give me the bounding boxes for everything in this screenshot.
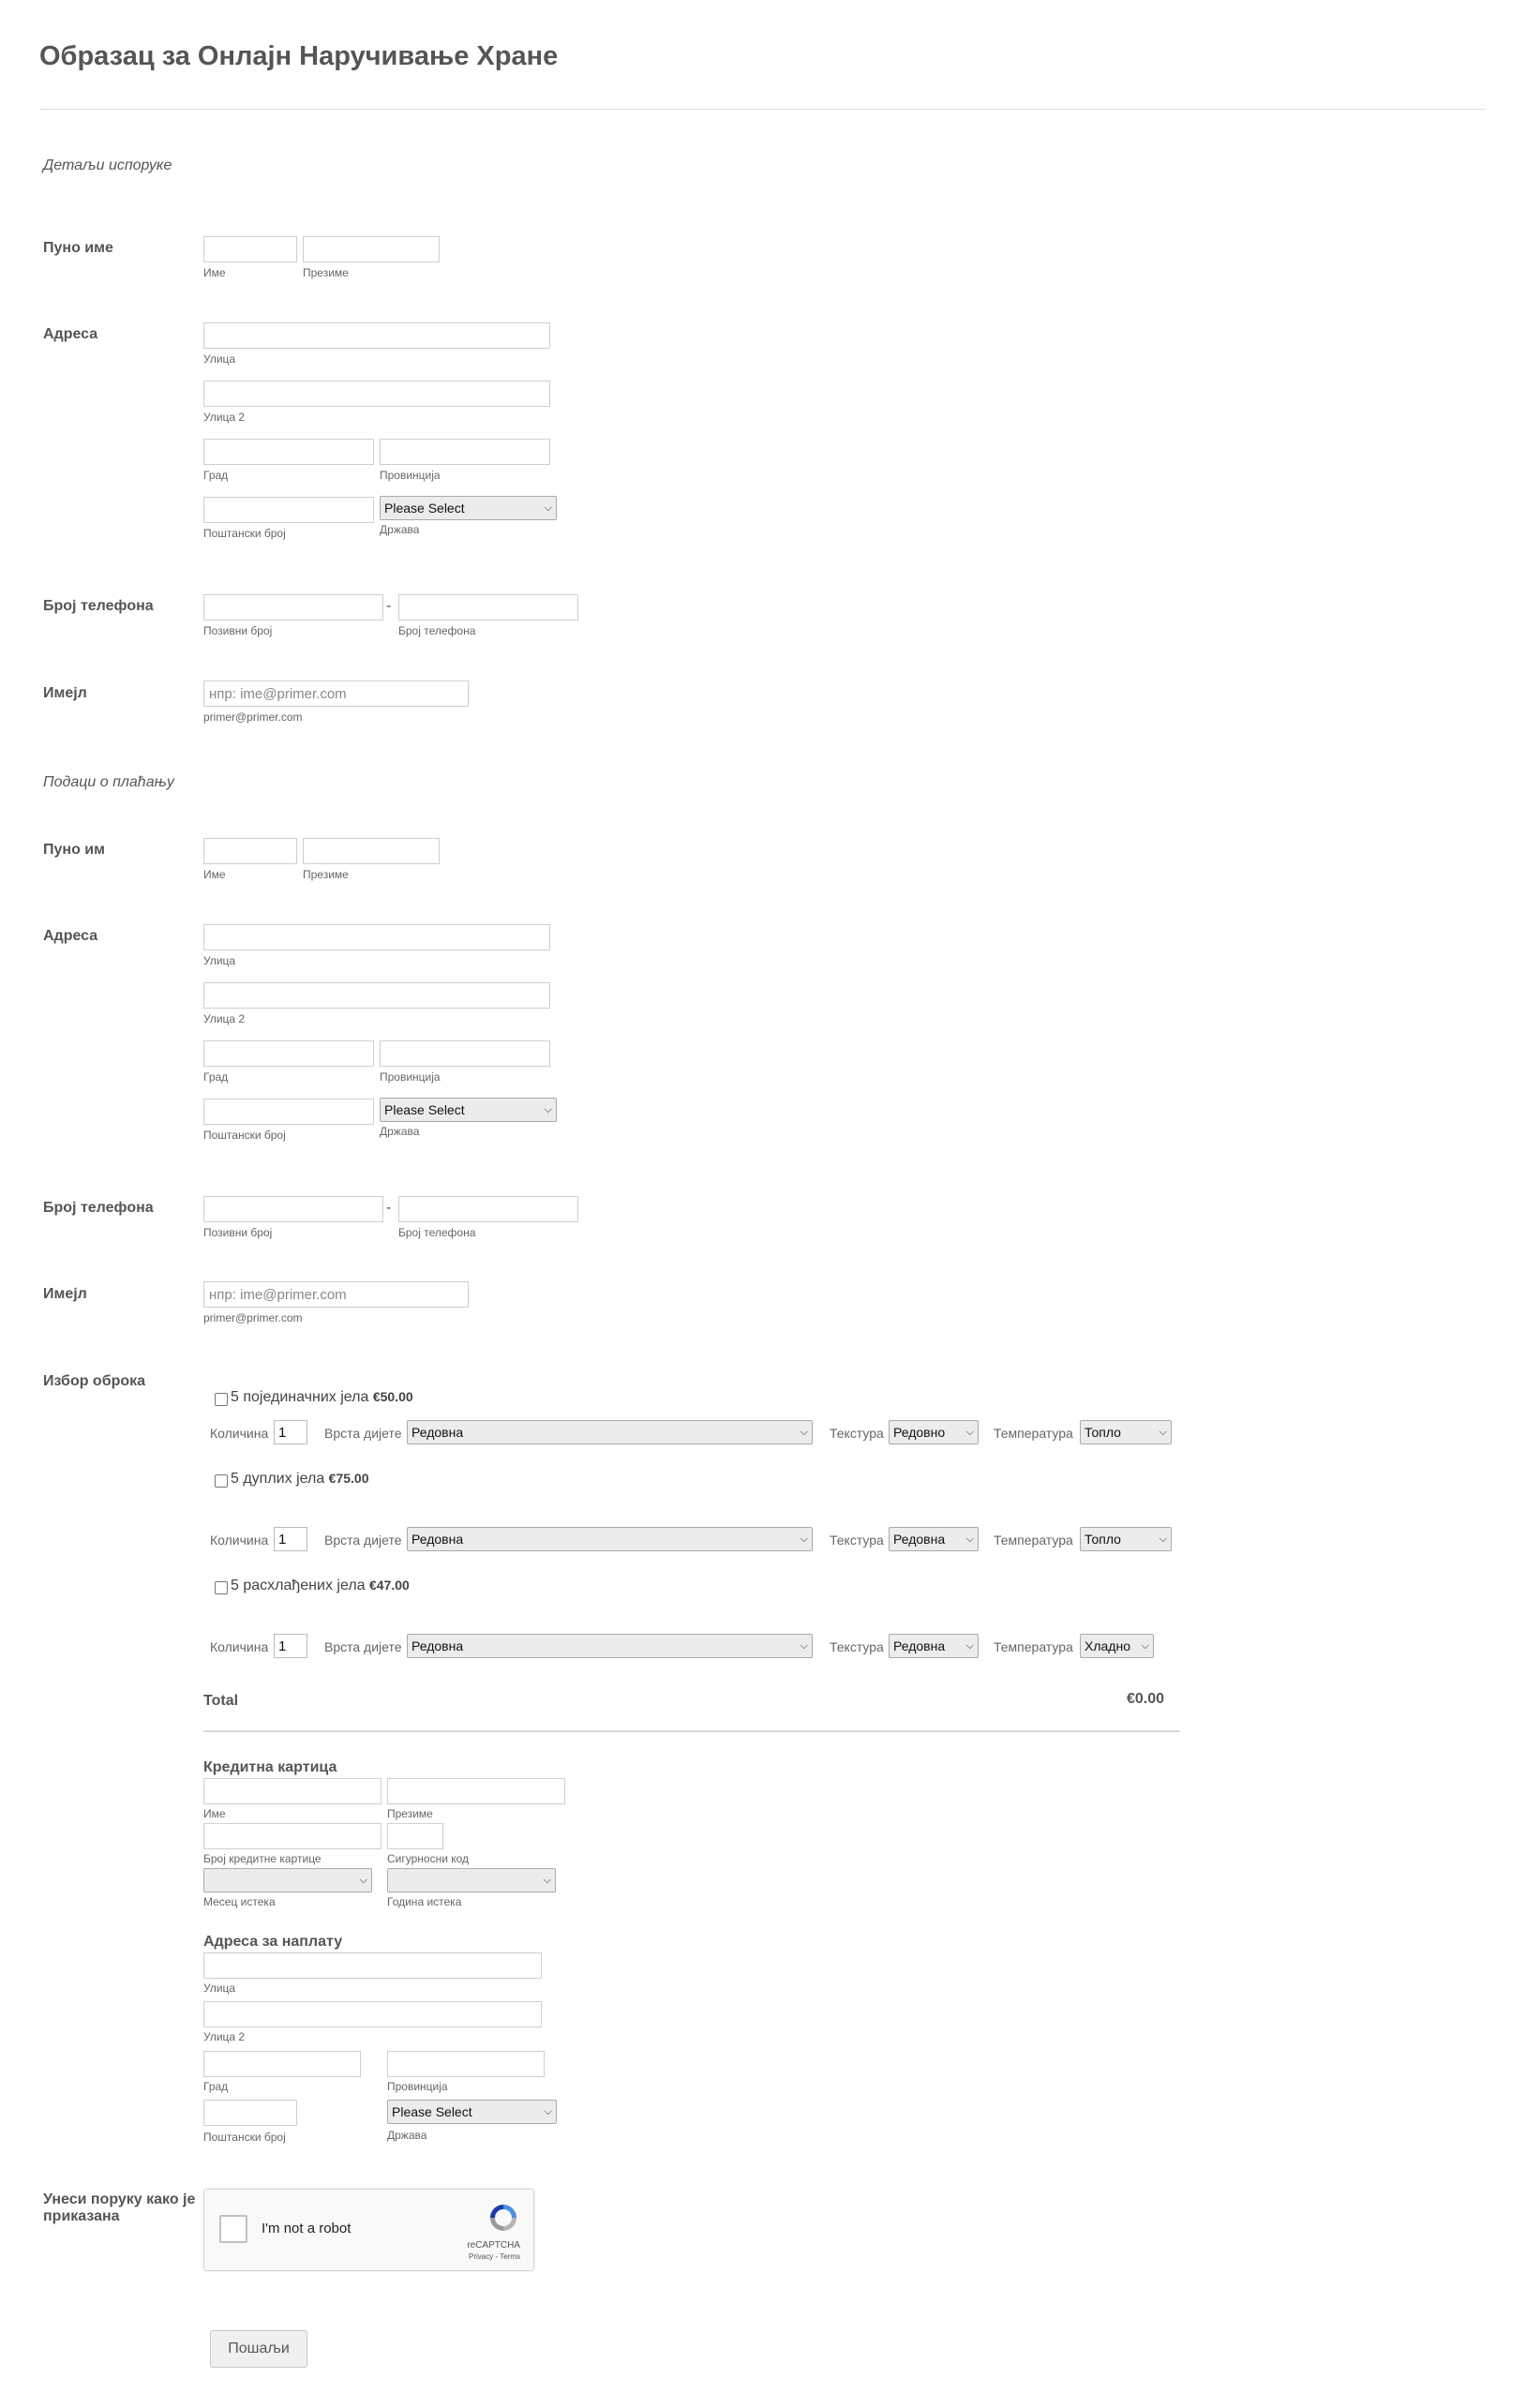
card-last-name-input[interactable]: [387, 1778, 565, 1804]
billing-province-input[interactable]: [387, 2051, 545, 2077]
payment-province-sublabel: Провинција: [380, 1070, 441, 1084]
payment-street-sublabel: Улица: [203, 954, 236, 967]
chevron-down-icon: ⌵: [1159, 1533, 1167, 1545]
chevron-down-icon: ⌵: [359, 1874, 367, 1886]
delivery-street-sublabel: Улица: [203, 352, 236, 366]
recaptcha-checkbox[interactable]: [219, 2215, 247, 2243]
delivery-phone-input[interactable]: [398, 594, 578, 621]
payment-first-name-sublabel: Име: [203, 868, 226, 881]
chevron-down-icon: ⌵: [800, 1426, 808, 1438]
chevron-down-icon: ⌵: [1141, 1639, 1149, 1652]
delivery-section-title: Детаљи испоруке: [43, 157, 172, 173]
billing-street2-input[interactable]: [203, 2001, 542, 2027]
delivery-city-sublabel: Град: [203, 469, 229, 482]
payment-phone-label: Број телефона: [43, 1200, 154, 1216]
diet-type-value: Редовна: [411, 1532, 464, 1547]
quantity-label: Количина: [210, 1639, 269, 1654]
product-checkbox[interactable]: [215, 1393, 228, 1406]
card-number-sublabel: Број кредитне картице: [203, 1852, 322, 1865]
product-item: [231, 1471, 369, 1488]
delivery-phone-sublabel: Број телефона: [398, 624, 476, 637]
delivery-city-input[interactable]: [203, 439, 374, 465]
delivery-area-code-sublabel: Позивни број: [203, 624, 273, 637]
payment-province-input[interactable]: [380, 1040, 550, 1067]
chevron-down-icon: ⌵: [544, 1103, 552, 1115]
delivery-country-sublabel: Држава: [380, 523, 420, 536]
product-checkbox[interactable]: [215, 1581, 228, 1594]
delivery-first-name-sublabel: Име: [203, 266, 226, 279]
texture-value: Редовна: [893, 1638, 946, 1653]
texture-label: Текстура: [830, 1426, 884, 1441]
delivery-first-name-input[interactable]: [203, 236, 297, 262]
delivery-street2-sublabel: Улица 2: [203, 411, 246, 424]
card-first-name-sublabel: Име: [203, 1807, 226, 1820]
diet-type-label: Врста дијете: [324, 1639, 402, 1654]
chevron-down-icon: ⌵: [800, 1533, 808, 1545]
title-divider: [39, 109, 1487, 110]
chevron-down-icon: ⌵: [965, 1426, 974, 1438]
payment-zip-input[interactable]: [203, 1099, 374, 1125]
captcha-label: Унеси поруку како је приказана: [43, 2191, 196, 2224]
recaptcha-logo-icon: [486, 2201, 520, 2235]
delivery-country-select[interactable]: [380, 496, 557, 520]
temperature-select[interactable]: [1080, 1634, 1154, 1658]
texture-select[interactable]: [889, 1527, 979, 1551]
billing-zip-sublabel: Поштански број: [203, 2131, 286, 2144]
card-exp-month-sublabel: Месец истека: [203, 1895, 276, 1908]
payment-country-sublabel: Држава: [380, 1125, 420, 1138]
form-title: Образац за Онлајн Наручивање Хране: [39, 41, 559, 71]
chevron-down-icon: ⌵: [965, 1639, 974, 1652]
payment-last-name-input[interactable]: [303, 838, 440, 864]
delivery-last-name-input[interactable]: [303, 236, 440, 262]
payment-phone-sublabel: Број телефона: [398, 1226, 476, 1239]
delivery-phone-label: Број телефона: [43, 598, 154, 614]
texture-label: Текстура: [830, 1639, 884, 1654]
payment-city-input[interactable]: [203, 1040, 374, 1067]
payment-area-code-input[interactable]: [203, 1196, 383, 1222]
delivery-area-code-input[interactable]: [203, 594, 383, 621]
payment-last-name-sublabel: Презиме: [303, 868, 349, 881]
billing-street2-sublabel: Улица 2: [203, 2030, 246, 2043]
payment-section-title: Подаци о плаћању: [43, 774, 174, 790]
payment-area-code-sublabel: Позивни број: [203, 1226, 273, 1239]
delivery-address-label: Адреса: [43, 326, 98, 342]
temperature-select[interactable]: [1080, 1527, 1172, 1551]
payment-first-name-input[interactable]: [203, 838, 297, 864]
product-name: 5 појединачних јела: [231, 1389, 369, 1405]
temperature-value: Топло: [1085, 1425, 1121, 1440]
delivery-street-input[interactable]: [203, 322, 550, 349]
product-item: [231, 1578, 410, 1594]
card-last-name-sublabel: Презиме: [387, 1807, 433, 1820]
submit-button[interactable]: Пошаљи: [210, 2330, 307, 2368]
card-cvv-input[interactable]: [387, 1823, 443, 1849]
quantity-label: Количина: [210, 1533, 269, 1548]
product-price: €47.00: [369, 1578, 410, 1593]
temperature-value: Хладно: [1085, 1638, 1130, 1653]
credit-card-title: Кредитна картица: [203, 1759, 337, 1775]
diet-type-select[interactable]: [407, 1634, 813, 1658]
recaptcha-brand: reCAPTCHA: [467, 2240, 520, 2251]
card-exp-year-sublabel: Година истека: [387, 1895, 462, 1908]
diet-type-value: Редовна: [411, 1425, 464, 1440]
product-name: 5 дуплих јела: [231, 1471, 325, 1487]
temperature-label: Температура: [994, 1426, 1073, 1441]
billing-province-sublabel: Провинција: [387, 2080, 448, 2093]
payment-street2-sublabel: Улица 2: [203, 1012, 246, 1025]
chevron-down-icon: ⌵: [800, 1639, 808, 1652]
product-item: [231, 1389, 413, 1406]
payment-address-label: Адреса: [43, 928, 98, 944]
recaptcha-links[interactable]: Privacy - Terms: [469, 2252, 520, 2261]
payment-phone-input[interactable]: [398, 1196, 578, 1222]
total-value: €0.00: [1127, 1691, 1165, 1707]
chevron-down-icon: ⌵: [544, 2105, 552, 2117]
product-price: €75.00: [328, 1471, 369, 1486]
total-label: Total: [203, 1693, 239, 1709]
texture-label: Текстура: [830, 1533, 884, 1548]
temperature-label: Температура: [994, 1639, 1073, 1654]
diet-type-select[interactable]: [407, 1420, 813, 1444]
payment-phone-separator: -: [386, 1200, 392, 1216]
payment-email-input[interactable]: [203, 1281, 469, 1308]
texture-value: Редовно: [893, 1425, 946, 1440]
card-exp-month-select[interactable]: [203, 1868, 372, 1892]
temperature-value: Топло: [1085, 1532, 1121, 1547]
recaptcha-widget: [203, 2189, 534, 2271]
billing-street-input[interactable]: [203, 1952, 542, 1979]
chevron-down-icon: ⌵: [1159, 1426, 1167, 1438]
chevron-down-icon: ⌵: [965, 1533, 974, 1545]
card-first-name-input[interactable]: [203, 1778, 382, 1804]
quantity-label: Количина: [210, 1426, 269, 1441]
delivery-country-value: Please Select: [384, 501, 465, 516]
payment-country-value: Please Select: [384, 1102, 465, 1117]
delivery-email-hint: primer@primer.com: [203, 710, 303, 724]
chevron-down-icon: ⌵: [544, 501, 552, 514]
diet-type-label: Врста дијете: [324, 1426, 402, 1441]
payment-name-label: Пуно им: [43, 842, 105, 858]
billing-country-select[interactable]: [387, 2100, 557, 2124]
billing-zip-input[interactable]: [203, 2100, 297, 2126]
billing-country-value: Please Select: [392, 2104, 472, 2119]
payment-email-hint: primer@primer.com: [203, 1311, 303, 1324]
payment-email-label: Имејл: [43, 1286, 87, 1302]
payment-street2-input[interactable]: [203, 982, 550, 1009]
recaptcha-text: I'm not a robot: [262, 2221, 352, 2236]
delivery-zip-sublabel: Поштански број: [203, 527, 286, 540]
diet-type-value: Редовна: [411, 1638, 464, 1653]
card-exp-year-select[interactable]: [387, 1868, 556, 1892]
product-checkbox[interactable]: [215, 1474, 228, 1488]
quantity-input[interactable]: 1: [274, 1420, 307, 1444]
payment-street-input[interactable]: [203, 924, 550, 950]
temperature-select[interactable]: [1080, 1420, 1172, 1444]
diet-type-label: Врста дијете: [324, 1533, 402, 1548]
delivery-province-sublabel: Провинција: [380, 469, 441, 482]
diet-type-select[interactable]: [407, 1527, 813, 1551]
delivery-email-label: Имејл: [43, 685, 87, 701]
quantity-input[interactable]: 1: [274, 1527, 307, 1551]
chevron-down-icon: ⌵: [543, 1874, 551, 1886]
card-cvv-sublabel: Сигурносни код: [387, 1852, 470, 1865]
billing-title: Адреса за наплату: [203, 1934, 343, 1950]
texture-select[interactable]: [889, 1420, 979, 1444]
card-number-input[interactable]: [203, 1823, 382, 1849]
payment-zip-sublabel: Поштански број: [203, 1129, 286, 1142]
billing-city-sublabel: Град: [203, 2080, 229, 2093]
payment-city-sublabel: Град: [203, 1070, 229, 1084]
quantity-input[interactable]: 1: [274, 1634, 307, 1658]
texture-select[interactable]: [889, 1634, 979, 1658]
delivery-street2-input[interactable]: [203, 381, 550, 407]
product-price: €50.00: [372, 1389, 413, 1404]
delivery-email-input[interactable]: [203, 681, 469, 707]
billing-city-input[interactable]: [203, 2051, 361, 2077]
total-divider: [203, 1730, 1180, 1732]
temperature-label: Температура: [994, 1533, 1073, 1548]
delivery-name-label: Пуно име: [43, 240, 113, 256]
payment-country-select[interactable]: [380, 1098, 557, 1122]
billing-country-sublabel: Држава: [387, 2129, 427, 2142]
delivery-last-name-sublabel: Презиме: [303, 266, 349, 279]
delivery-zip-input[interactable]: [203, 497, 374, 523]
meals-label: Избор оброка: [43, 1373, 146, 1389]
product-name: 5 расхлађених јела: [231, 1578, 366, 1593]
delivery-province-input[interactable]: [380, 439, 550, 465]
billing-street-sublabel: Улица: [203, 1982, 236, 1995]
texture-value: Редовна: [893, 1532, 946, 1547]
delivery-phone-separator: -: [386, 598, 392, 614]
